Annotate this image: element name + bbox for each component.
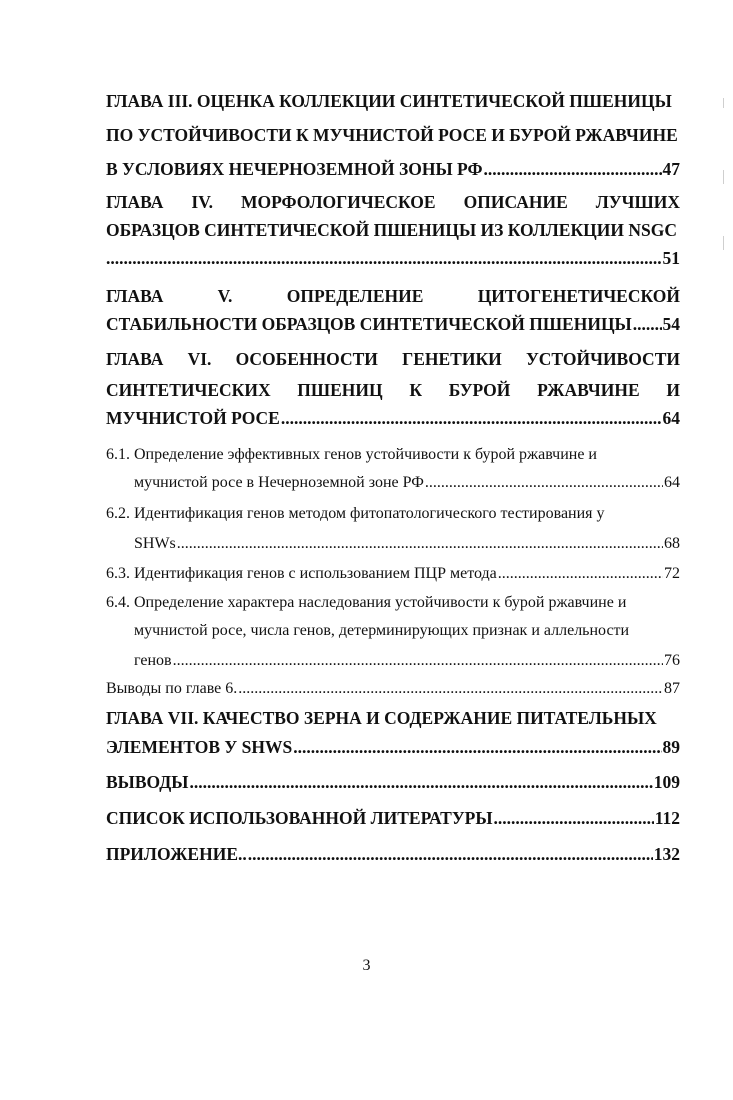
toc-ch7-page: 89	[662, 737, 680, 757]
toc-ch7-line2[interactable]	[106, 737, 680, 758]
leader-dots	[483, 159, 661, 180]
leader-dots	[293, 737, 661, 758]
toc-references[interactable]	[106, 808, 680, 829]
toc-ch7-line1: ГЛАВА VII. КАЧЕСТВО ЗЕРНА И СОДЕРЖАНИЕ ПИТАТЕЛЬНЫХ	[106, 708, 657, 728]
scan-mark	[723, 98, 724, 108]
toc-s64-page: 76	[664, 652, 680, 669]
leader-dots	[498, 565, 663, 583]
toc-ch6-line1: ГЛАВА VI. ОСОБЕННОСТИ ГЕНЕТИКИ УСТОЙЧИВОСТИ	[106, 349, 680, 369]
toc-ch5-line2[interactable]	[106, 314, 680, 335]
toc-s63-title: 6.3. Идентификация генов с использованием ПЦР метода	[106, 565, 497, 582]
toc-ch3-page: 47	[662, 159, 680, 179]
toc-ch3-title-end: В УСЛОВИЯХ НЕЧЕРНОЗЕМНОЙ ЗОНЫ РФ	[106, 159, 483, 179]
toc-s64-line1: 6.4. Определение характера наследования устойчивости к бурой ржавчине и	[106, 594, 627, 611]
toc-s64-title-end: генов	[134, 652, 172, 669]
toc-ch4-line1: ГЛАВА IV. МОРФОЛОГИЧЕСКОЕ ОПИСАНИЕ ЛУЧШИХ	[106, 192, 680, 212]
toc-s63[interactable]	[106, 565, 680, 583]
toc-ch5-line1: ГЛАВА V. ОПРЕДЕЛЕНИЕ ЦИТОГЕНЕТИЧЕСКОЙ	[106, 286, 680, 306]
leader-dots	[106, 248, 662, 269]
leader-dots	[190, 772, 653, 793]
toc-conc6-page: 87	[664, 680, 680, 697]
toc-ch4-page: 51	[662, 248, 680, 268]
toc-s61-page: 64	[664, 474, 680, 491]
toc-ch6-line3[interactable]	[106, 408, 680, 429]
toc-s62-line1: 6.2. Идентификация генов методом фитопатологического тестирования у	[106, 505, 605, 522]
toc-s61-title-end: мучнистой росе в Нечерноземной зоне РФ	[134, 474, 424, 491]
page-number: 3	[362, 957, 371, 974]
toc-references-page: 112	[654, 808, 680, 828]
toc-s62-title-end: SHWs	[134, 535, 176, 552]
toc-ch6-title-end: МУЧНИСТОЙ РОСЕ	[106, 408, 280, 428]
leader-dots	[494, 808, 654, 829]
leader-dots	[633, 314, 662, 335]
toc-s61-line1: 6.1. Определение эффективных генов устойчивости к бурой ржавчине и	[106, 446, 597, 463]
toc-s64-line2: мучнистой росе, числа генов, детерминирующих признак и аллельности	[134, 622, 630, 639]
toc-appendix-title: ПРИЛОЖЕНИЕ..	[106, 844, 247, 864]
toc-conclusions-title: ВЫВОДЫ	[106, 772, 189, 792]
toc-ch6-page: 64	[662, 408, 680, 428]
toc-conclusions-page: 109	[653, 772, 680, 792]
toc-ch6-line2: СИНТЕТИЧЕСКИХ ПШЕНИЦ К БУРОЙ РЖАВЧИНЕ И	[106, 380, 680, 400]
toc-ch3-line2: ПО УСТОЙЧИВОСТИ К МУЧНИСТОЙ РОСЕ И БУРОЙ РЖАВЧИНЕ	[106, 125, 678, 145]
toc-appendix-page: 132	[653, 844, 680, 864]
toc-s62-page: 68	[664, 535, 680, 552]
toc-ch4-line3[interactable]	[106, 248, 680, 269]
toc-s63-page: 72	[664, 565, 680, 582]
leader-dots	[425, 474, 663, 492]
leader-dots	[177, 535, 663, 553]
toc-ch5-title-end: СТАБИЛЬНОСТИ ОБРАЗЦОВ СИНТЕТИЧЕСКОЙ ПШЕНИЦЫ	[106, 314, 632, 334]
toc-ch3-line3[interactable]	[106, 159, 680, 180]
toc-s62-line2[interactable]	[134, 535, 680, 553]
leader-dots	[173, 652, 663, 670]
toc-ch3-line1: ГЛАВА III. ОЦЕНКА КОЛЛЕКЦИИ СИНТЕТИЧЕСКОЙ ПШЕНИЦЫ	[106, 91, 672, 111]
toc-ch4-line2: ОБРАЗЦОВ СИНТЕТИЧЕСКОЙ ПШЕНИЦЫ ИЗ КОЛЛЕКЦИИ NSGC	[106, 220, 677, 240]
toc-conc6-title: Выводы по главе 6.	[106, 680, 238, 697]
leader-dots	[238, 680, 663, 698]
toc-ch7-title-end: ЭЛЕМЕНТОВ У SHWS	[106, 737, 293, 757]
toc-conclusions-ch6[interactable]	[106, 680, 680, 698]
toc-conclusions[interactable]	[106, 772, 680, 793]
scan-mark	[723, 170, 724, 184]
toc-references-title: СПИСОК ИСПОЛЬЗОВАННОЙ ЛИТЕРАТУРЫ	[106, 808, 493, 828]
toc-ch5-page: 54	[662, 314, 680, 334]
leader-dots	[248, 844, 653, 865]
toc-s61-line2[interactable]	[134, 474, 680, 492]
leader-dots	[281, 408, 662, 429]
scan-mark	[723, 236, 724, 250]
toc-appendix[interactable]	[106, 844, 680, 865]
toc-s64-line3[interactable]	[134, 652, 680, 670]
